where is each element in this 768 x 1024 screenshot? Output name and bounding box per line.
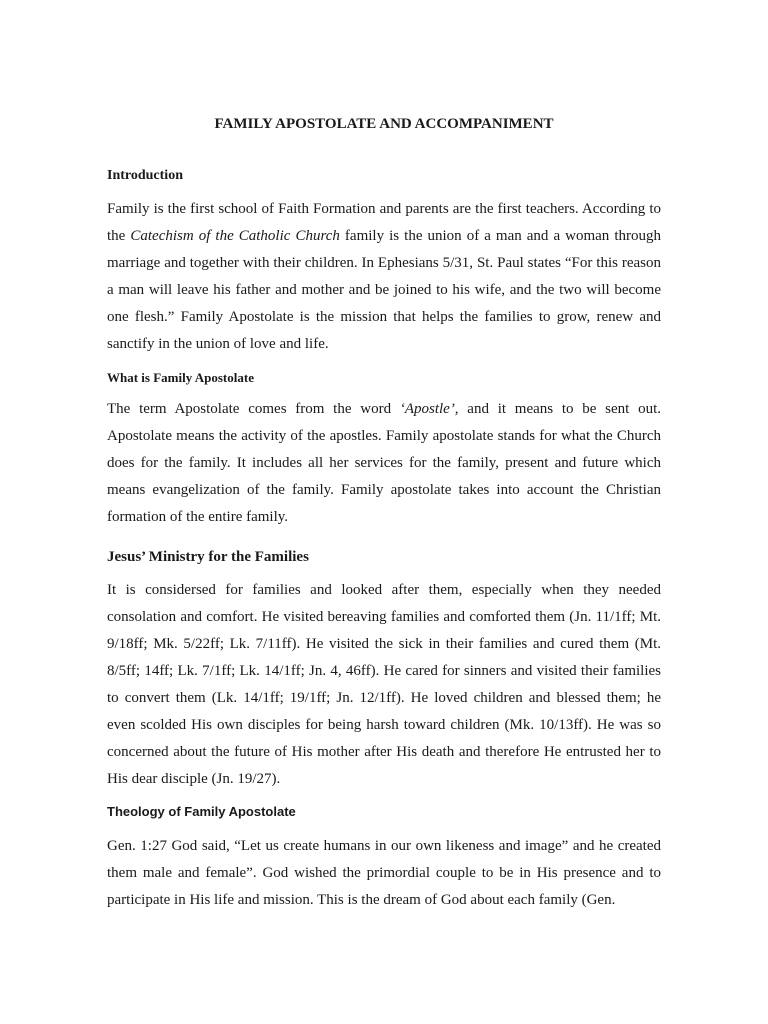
paragraph-theology (107, 833, 661, 914)
text-line (107, 396, 661, 423)
text-line: Apostolate means the activity of the apostles. Family apostolate stands for what the Church (107, 428, 661, 444)
text-line: His dear disciple (Jn. 19/27). (107, 771, 281, 787)
text-line: to convert them (Lk. 14/1ff; 19/1ff; Jn. 12/1ff). He loved children and blessed them; he (107, 690, 661, 706)
text-line: them male and female”. God wished the primordial couple to be in His presence and to (107, 865, 661, 881)
text-line: a man will leave his father and mother and be joined to his wife, and the two will become (107, 282, 661, 298)
italic-text: ‘Apostle’, (399, 401, 459, 417)
text-segment: family is the union of a man and a woman through (339, 228, 661, 244)
text-line: It is considersed for families and looked after them, especially when they needed (107, 582, 661, 598)
text-line: consolation and comfort. He visited bereaving families and comforted them (Jn. 11/1ff; Mt. (107, 609, 661, 625)
text-line: does for the family. It includes all her services for the family, present and future which (107, 455, 661, 471)
text-line: concerned about the future of His mother after His death and therefore He entrusted her to (107, 744, 661, 760)
heading-theology-of-family-apostolate: Theology of Family Apostolate (107, 804, 296, 819)
heading-jesus-ministry: Jesus’ Ministry for the Families (107, 549, 309, 565)
heading-what-is-family-apostolate: What is Family Apostolate (107, 370, 254, 385)
text-line: 9/18ff; Mk. 5/22ff; Lk. 7/11ff). He visited the sick in their families and cured them (Mt. (107, 636, 661, 652)
document-title: FAMILY APOSTOLATE AND ACCOMPANIMENT (214, 116, 554, 132)
text-line: Family is the first school of Faith Formation and parents are the first teachers. According to (107, 201, 661, 217)
text-line: formation of the entire family. (107, 509, 289, 525)
text-line: sanctify in the union of love and life. (107, 336, 329, 352)
text-line: even scolded His own disciples for being harsh toward children (Mk. 10/13ff). He was so (107, 717, 661, 733)
heading-introduction: Introduction (107, 168, 183, 183)
paragraph-introduction (107, 196, 661, 358)
text-line: 8/5ff; 14ff; Lk. 7/1ff; Lk. 14/1ff; Jn. 4, 46ff). He cared for sinners and visited their families (107, 663, 661, 679)
text-line: Gen. 1:27 God said, “Let us create humans in our own likeness and image” and he created (107, 838, 661, 854)
text-line: marriage and together with their children. In Ephesians 5/31, St. Paul states “For this reason (107, 255, 661, 271)
text-segment: The term Apostolate comes from the word (107, 401, 400, 417)
italic-text: Catechism of the Catholic Church (130, 228, 340, 244)
text-segment: and it means to be sent out. (458, 401, 661, 417)
text-line: one flesh.” Family Apostolate is the mission that helps the families to grow, renew and (107, 309, 661, 325)
text-line: participate in His life and mission. This is the dream of God about each family (Gen. (107, 892, 616, 908)
text-line: means evangelization of the family. Family apostolate takes into account the Christian (107, 482, 661, 498)
text-line (107, 223, 661, 250)
text-segment: the (107, 228, 131, 244)
paragraph-jesus-ministry (107, 577, 661, 793)
paragraph-what-is-family-apostolate (107, 396, 661, 531)
